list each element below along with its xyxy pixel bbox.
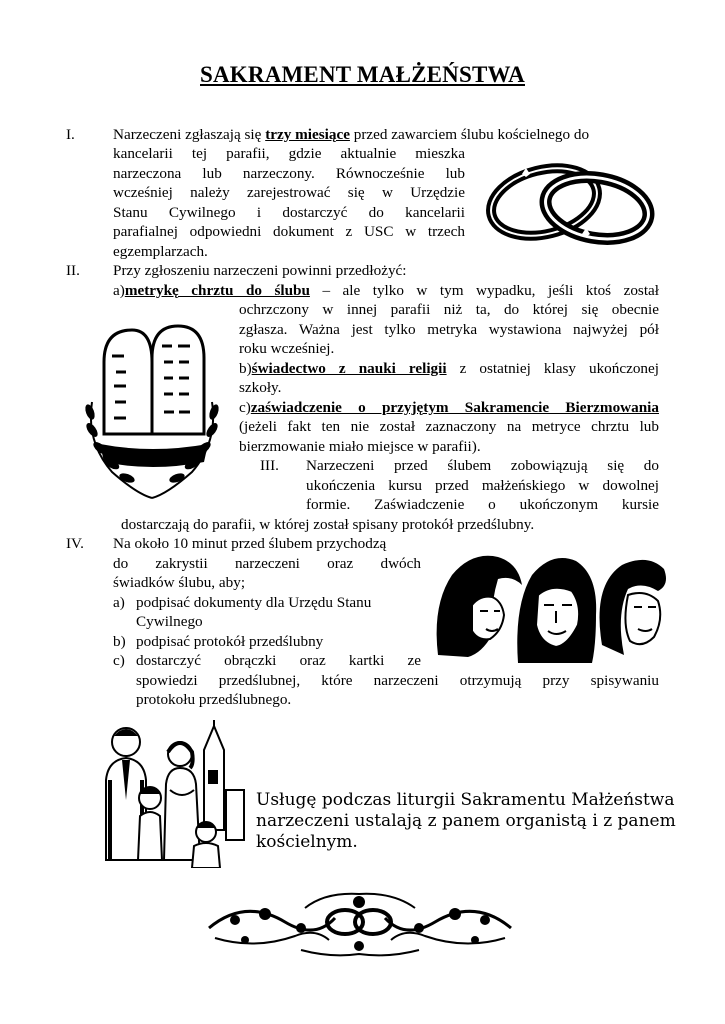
list-item-marker: a) xyxy=(113,594,125,611)
list-item-continuation: Cywilnego xyxy=(136,613,203,630)
emphasis-three-months: trzy miesiące xyxy=(265,126,350,143)
section1-line: Stanu Cywilnego i dostarczyć do kancelarii xyxy=(113,204,465,221)
rings-ornament-divider xyxy=(205,888,515,960)
section2-a-line: roku wcześniej. xyxy=(239,340,335,357)
list-item-continuation: protokołu przedślubnego. xyxy=(136,691,292,708)
closing-note-line: kościelnym. xyxy=(256,832,358,852)
section2-a-line: ochrzczony w innej parafii niż ta, do której się obecnie xyxy=(239,301,659,318)
section2-a-line: zgłasza. Ważna jest tylko metryka wystawiona najwyżej pół xyxy=(239,321,659,338)
page-title: SAKRAMENT MAŁŻEŃSTWA xyxy=(200,62,525,87)
section3-line: formie. Zaświadczenie o ukończonym kursie xyxy=(306,496,659,513)
family-at-church-illustration xyxy=(96,720,246,868)
emphasis-religion-certificate: świadectwo z nauki religii xyxy=(251,360,447,377)
text: – ale tylko w tym wypadku, jeśli ktoś został xyxy=(309,282,660,299)
list-item: podpisać protokół przedślubny xyxy=(136,633,324,650)
marker: a) xyxy=(113,282,125,299)
section4-line: do zakrystii narzeczeni oraz dwóch xyxy=(113,555,421,572)
section2-item-a xyxy=(113,281,659,301)
emphasis-confirmation-certificate: zaświadczenie o przyjętym Sakramencie Bierzmowania xyxy=(250,399,659,416)
section1-line: parafialnej odpowiedni dokument z USC w trzech xyxy=(113,223,465,240)
section-number-3: III. xyxy=(260,457,279,474)
section1-line: egzemplarzach. xyxy=(113,243,208,260)
section2-c-line: bierzmowanie miało miejsce w parafii). xyxy=(239,438,481,455)
text: Narzeczeni zgłaszają się xyxy=(113,126,266,143)
section1-line: kancelarii tej parafii, gdzie aktualnie mieszka xyxy=(113,145,465,162)
list-item-continuation: spowiedzi przedślubnej, które narzeczeni otrzymują przy spisywaniu xyxy=(136,672,659,689)
couple-with-jesus-illustration xyxy=(432,545,672,665)
section2-item-c xyxy=(239,398,659,418)
section4-line: Na około 10 minut przed ślubem przychodzą xyxy=(113,535,387,552)
section2-c-line: (jeżeli fakt ten nie został zaznaczony na metryce chrztu lub xyxy=(239,418,659,435)
list-item-marker: c) xyxy=(113,652,125,669)
section2-intro: Przy zgłoszeniu narzeczeni powinni przedłożyć: xyxy=(113,262,407,279)
closing-note-line: narzeczeni ustalają z panem organistą i z panem xyxy=(256,811,676,831)
section2-item-b xyxy=(239,359,659,379)
list-item: dostarczyć obrączki oraz kartki ze xyxy=(136,652,421,669)
text: przed zawarciem ślubu kościelnego do xyxy=(349,126,590,143)
section-number-2: II. xyxy=(66,262,80,279)
section3-line-last: dostarczają do parafii, w której został spisany protokół przedślubny. xyxy=(121,516,535,533)
section-number-1: I. xyxy=(66,126,75,143)
section-number-4: IV. xyxy=(66,535,84,552)
marker: b) xyxy=(239,360,252,377)
section4-line: świadków ślubu, aby; xyxy=(113,574,246,591)
marker: c) xyxy=(239,399,251,416)
closing-note-line: Usługę podczas liturgii Sakramentu Małżeństwa xyxy=(256,790,675,810)
section1-line: narzeczona lub narzeczony. Równocześnie lub xyxy=(113,165,465,182)
section1-line: wcześniej należy zarejestrować się w Urzędzie xyxy=(113,184,465,201)
section3-line: ukończenia kursu przed małżeńskiego w dowolnej xyxy=(306,477,659,494)
section2-b-line: szkoły. xyxy=(239,379,282,396)
ten-commandments-tablets-icon xyxy=(82,322,222,502)
section3-line: Narzeczeni przed ślubem zobowiązują się do xyxy=(306,457,659,474)
emphasis-baptism-certificate: metrykę chrztu do ślubu xyxy=(124,282,310,299)
text: z ostatniej klasy ukończonej xyxy=(446,360,659,377)
list-item-marker: b) xyxy=(113,633,126,650)
section1-first-line xyxy=(113,125,589,145)
list-item: podpisać dokumenty dla Urzędu Stanu xyxy=(136,594,372,611)
wedding-rings-icon xyxy=(482,150,662,250)
